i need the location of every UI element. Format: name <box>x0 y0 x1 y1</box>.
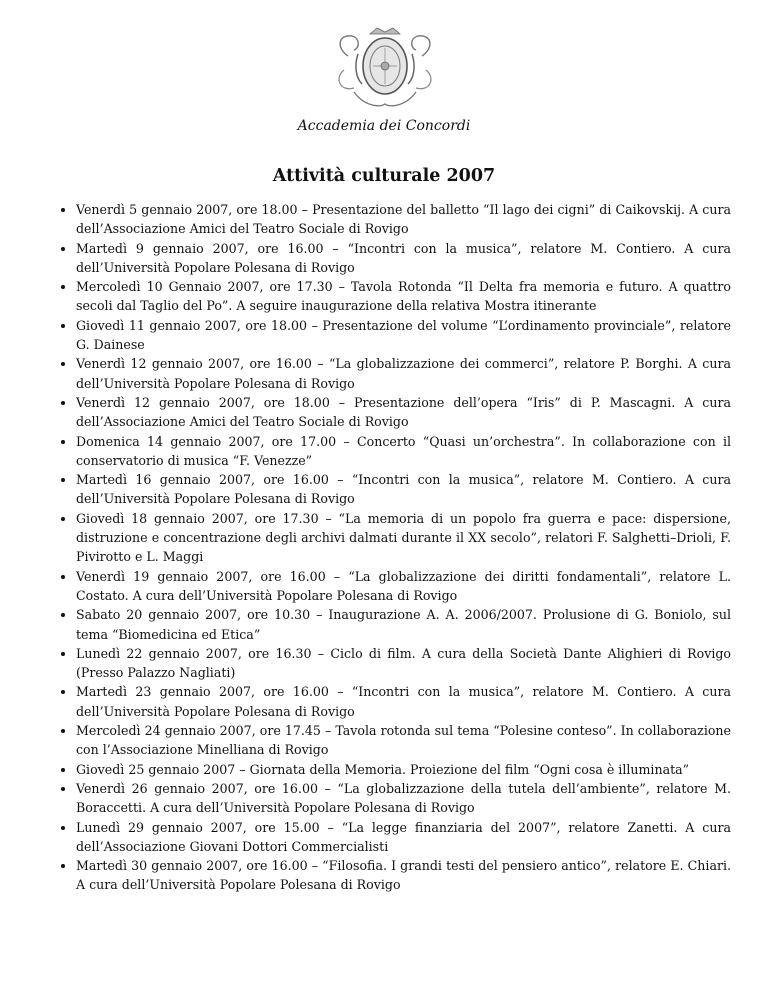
list-item: • Venerdì 26 gennaio 2007, ore 16.00 – “La globalizzazione della tutela dell’ambiente”, relatore M. Boraccetti. A cura dell’Università Popolare Polesana di Rovigo <box>76 779 731 818</box>
list-item: • Martedì 30 gennaio 2007, ore 16.00 – “Filosofia. I grandi testi del pensiero antico”, relatore E. Chiari. A cura dell’Università Popolare Polesana di Rovigo <box>76 856 731 895</box>
list-item: • Giovedì 18 gennaio 2007, ore 17.30 – “La memoria di un popolo fra guerra e pace: dispersione, distruzione e concentrazione degli archivi dalmati durante il XX secolo”, relatori F. Salghetti–Drioli, F. Pivirotto e L. Maggi <box>76 509 731 567</box>
list-item: • Lunedì 22 gennaio 2007, ore 16.30 – Ciclo di film. A cura della Società Dante Alighieri di Rovigo (Presso Palazzo Nagliati) <box>76 644 731 683</box>
list-item: • Mercoledì 10 Gennaio 2007, ore 17.30 – Tavola Rotonda “Il Delta fra memoria e futuro. A quattro secoli dal Taglio del Po”. A seguire inaugurazione della relativa Mostra itinerante <box>76 277 731 316</box>
academy-seal-icon <box>330 26 440 112</box>
list-item: • Venerdì 5 gennaio 2007, ore 18.00 – Presentazione del balletto “Il lago dei cigni” di Caikovskij. A cura dell’Associazione Amici del Teatro Sociale di Rovigo <box>76 200 731 239</box>
event-list <box>56 200 731 895</box>
list-item: • Martedì 23 gennaio 2007, ore 16.00 – “Incontri con la musica”, relatore M. Contiero. A cura dell’Università Popolare Polesana di Rovigo <box>76 682 731 721</box>
list-item: • Domenica 14 gennaio 2007, ore 17.00 – Concerto “Quasi un’orchestra”. In collaborazione con il conservatorio di musica “F. Venezze” <box>76 432 731 471</box>
organization-name: Accademia dei Concordi <box>297 118 471 134</box>
list-item: • Venerdì 12 gennaio 2007, ore 18.00 – Presentazione dell’opera “Iris” di P. Mascagni. A cura dell’Associazione Amici del Teatro Sociale di Rovigo <box>76 393 731 432</box>
list-item: • Venerdì 12 gennaio 2007, ore 16.00 – “La globalizzazione dei commerci”, relatore P. Borghi. A cura dell’Università Popolare Polesana di Rovigo <box>76 354 731 393</box>
list-item: • Sabato 20 gennaio 2007, ore 10.30 – Inaugurazione A. A. 2006/2007. Prolusione di G. Boniolo, sul tema “Biomedicina ed Etica” <box>76 605 731 644</box>
list-item: • Martedì 16 gennaio 2007, ore 16.00 – “Incontri con la musica”, relatore M. Contiero. A cura dell’Università Popolare Polesana di Rovigo <box>76 470 731 509</box>
page-title: Attività culturale 2007 <box>272 166 496 186</box>
list-item: • Giovedì 11 gennaio 2007, ore 18.00 – Presentazione del volume “L’ordinamento provinciale”, relatore G. Dainese <box>76 316 731 355</box>
list-item: • Lunedì 29 gennaio 2007, ore 15.00 – “La legge finanziaria del 2007”, relatore Zanetti. A cura dell’Associazione Giovani Dottori Commercialisti <box>76 818 731 857</box>
list-item: • Giovedì 25 gennaio 2007 – Giornata della Memoria. Proiezione del film “Ogni cosa è illuminata” <box>76 760 731 779</box>
list-item: • Mercoledì 24 gennaio 2007, ore 17.45 – Tavola rotonda sul tema “Polesine conteso”. In collaborazione con l’Associazione Minelliana di Rovigo <box>76 721 731 760</box>
list-item: • Martedì 9 gennaio 2007, ore 16.00 – “Incontri con la musica”, relatore M. Contiero. A cura dell’Università Popolare Polesana di Rovigo <box>76 239 731 278</box>
list-item: • Venerdì 19 gennaio 2007, ore 16.00 – “La globalizzazione dei diritti fondamentali”, relatore L. Costato. A cura dell’Università Popolare Polesana di Rovigo <box>76 567 731 606</box>
